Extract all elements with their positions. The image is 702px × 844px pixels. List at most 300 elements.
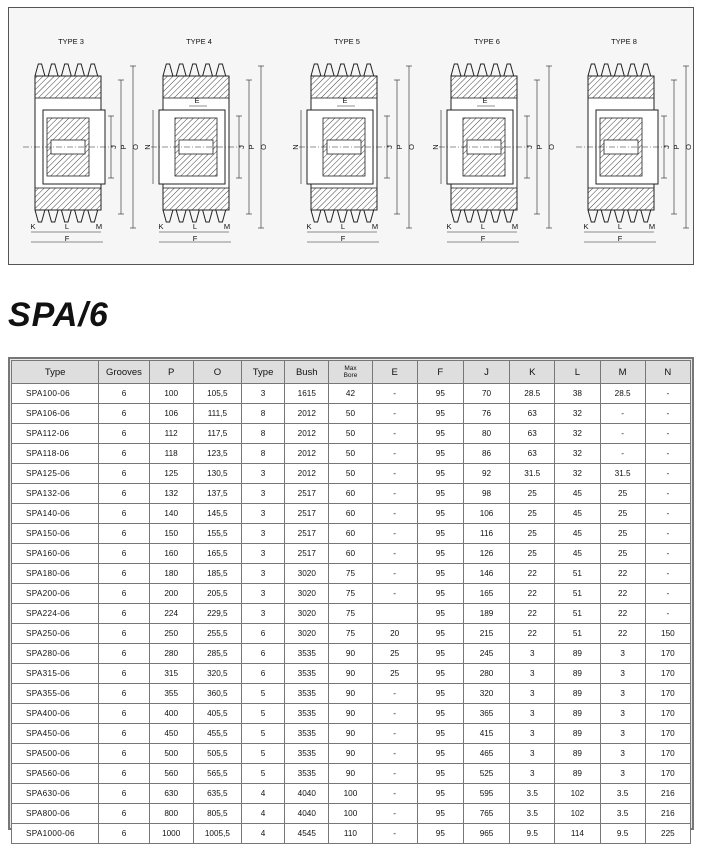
table-cell: SPA180-06 [12, 564, 99, 584]
dimension-label: L [192, 222, 198, 231]
table-cell: 170 [645, 724, 690, 744]
table-cell: 95 [417, 704, 463, 724]
table-cell: 2012 [285, 444, 329, 464]
table-cell: 95 [417, 664, 463, 684]
table-cell: 118 [149, 444, 193, 464]
table-cell: - [645, 544, 690, 564]
dimension-label: L [64, 222, 70, 231]
table-cell: 965 [463, 824, 509, 844]
table-cell: 3020 [285, 624, 329, 644]
table-cell: 565,5 [193, 764, 241, 784]
table-cell: 130,5 [193, 464, 241, 484]
table-cell: 95 [417, 604, 463, 624]
table-cell: - [372, 484, 417, 504]
table-cell: 3 [510, 664, 555, 684]
table-cell: 3.5 [600, 804, 645, 824]
table-cell: 90 [329, 764, 372, 784]
table-cell: 95 [417, 564, 463, 584]
table-cell: 60 [329, 504, 372, 524]
dimension-label: L [480, 222, 486, 231]
table-cell: 76 [463, 404, 509, 424]
table-row [12, 444, 691, 464]
table-cell: 63 [510, 424, 555, 444]
table-cell: 5 [241, 744, 284, 764]
table-cell: 320 [463, 684, 509, 704]
table-cell: 3 [510, 684, 555, 704]
table-cell: 22 [510, 624, 555, 644]
table-cell: - [645, 464, 690, 484]
table-cell: 200 [149, 584, 193, 604]
table-cell: 9.5 [600, 824, 645, 844]
dimension-label: F [617, 234, 623, 243]
dimension-label: M [95, 222, 103, 231]
table-cell: 6 [99, 744, 149, 764]
table-cell: 3 [241, 384, 284, 404]
table-cell: SPA1000-06 [12, 824, 99, 844]
table-row [12, 524, 691, 544]
dimension-label: F [192, 234, 198, 243]
dimension-label: N [291, 144, 300, 150]
table-cell: 3 [241, 564, 284, 584]
dimension-label: O [259, 144, 268, 150]
table-row [12, 564, 691, 584]
table-cell: 6 [99, 644, 149, 664]
table-cell: 1000 [149, 824, 193, 844]
table-cell: 95 [417, 404, 463, 424]
table-cell: 3 [241, 504, 284, 524]
table-cell: 180 [149, 564, 193, 584]
table-cell: 245 [463, 644, 509, 664]
table-cell: 3 [241, 464, 284, 484]
table-cell: 6 [99, 624, 149, 644]
table-cell: SPA500-06 [12, 744, 99, 764]
table-cell: 3.5 [600, 784, 645, 804]
table-cell: 150 [645, 624, 690, 644]
dimension-label: P [247, 144, 256, 150]
dimension-label: J [109, 145, 118, 149]
type-label: TYPE 5 [334, 37, 360, 46]
table-cell: 45 [555, 484, 600, 504]
table-cell: 25 [372, 644, 417, 664]
table-cell: 80 [463, 424, 509, 444]
table-cell: - [372, 444, 417, 464]
table-cell: 31.5 [600, 464, 645, 484]
table-row [12, 824, 691, 844]
table-cell: 140 [149, 504, 193, 524]
table-cell: SPA250-06 [12, 624, 99, 644]
table-row [12, 384, 691, 404]
dimension-label: K [158, 222, 164, 231]
table-cell: 415 [463, 724, 509, 744]
table-cell: 5 [241, 684, 284, 704]
table-cell: 8 [241, 444, 284, 464]
type-label: TYPE 4 [186, 37, 212, 46]
dimension-label: J [385, 145, 394, 149]
table-cell: 106 [149, 404, 193, 424]
table-cell: - [372, 824, 417, 844]
table-cell: SPA140-06 [12, 504, 99, 524]
dimension-label: J [662, 145, 671, 149]
table-cell [372, 604, 417, 624]
table-cell: 6 [99, 424, 149, 444]
table-cell: 137,5 [193, 484, 241, 504]
table-row [12, 644, 691, 664]
table-cell: 22 [600, 564, 645, 584]
table-cell: 525 [463, 764, 509, 784]
table-cell: 95 [417, 784, 463, 804]
table-cell: 114 [555, 824, 600, 844]
table-cell: 95 [417, 424, 463, 444]
table-cell: 90 [329, 664, 372, 684]
table-cell: 6 [99, 824, 149, 844]
table-row [12, 704, 691, 724]
table-cell: 155,5 [193, 524, 241, 544]
table-cell: SPA224-06 [12, 604, 99, 624]
table-cell: 95 [417, 484, 463, 504]
table-cell: - [372, 684, 417, 704]
table-row [12, 484, 691, 504]
dimension-label: E [342, 96, 348, 105]
table-cell: 89 [555, 764, 600, 784]
table-cell: 216 [645, 784, 690, 804]
table-cell: 6 [241, 664, 284, 684]
table-cell: 505,5 [193, 744, 241, 764]
table-cell: 355 [149, 684, 193, 704]
table-cell: 32 [555, 404, 600, 424]
table-cell: 90 [329, 684, 372, 704]
table-cell: - [372, 584, 417, 604]
table-cell: 8 [241, 424, 284, 444]
table-cell: 165 [463, 584, 509, 604]
column-header: Grooves [99, 361, 149, 384]
table-cell: 765 [463, 804, 509, 824]
table-cell: SPA800-06 [12, 804, 99, 824]
dimension-label: O [407, 144, 416, 150]
pulley-drawing [291, 37, 416, 243]
dimension-label: P [395, 144, 404, 150]
table-cell: - [372, 504, 417, 524]
table-cell: - [645, 484, 690, 504]
table-cell: 110 [329, 824, 372, 844]
table-cell: 6 [99, 444, 149, 464]
table-row [12, 804, 691, 824]
table-cell: 6 [99, 604, 149, 624]
table-cell: 42 [329, 384, 372, 404]
table-cell: 25 [600, 484, 645, 504]
table-row [12, 424, 691, 444]
table-cell: 25 [510, 544, 555, 564]
table-cell: 400 [149, 704, 193, 724]
table-cell: 70 [463, 384, 509, 404]
table-cell: 100 [149, 384, 193, 404]
dimension-label: E [482, 96, 488, 105]
table-cell: 3535 [285, 684, 329, 704]
table-cell: 360,5 [193, 684, 241, 704]
table-cell: 63 [510, 404, 555, 424]
dimension-label: P [672, 144, 681, 150]
table-cell: 800 [149, 804, 193, 824]
table-cell: 2517 [285, 544, 329, 564]
table-cell: 45 [555, 504, 600, 524]
table-cell: 63 [510, 444, 555, 464]
table-cell: 75 [329, 584, 372, 604]
table-cell: 4040 [285, 804, 329, 824]
table-cell: 123,5 [193, 444, 241, 464]
table-cell: 51 [555, 624, 600, 644]
column-header: O [193, 361, 241, 384]
table-cell: - [372, 724, 417, 744]
table-cell: 170 [645, 764, 690, 784]
table-cell: 4 [241, 784, 284, 804]
dimension-label: M [648, 222, 656, 231]
table-cell: 95 [417, 684, 463, 704]
table-cell: 116 [463, 524, 509, 544]
table-cell: 95 [417, 744, 463, 764]
table-cell: 3535 [285, 664, 329, 684]
table-body [12, 384, 691, 844]
table-cell: 22 [510, 604, 555, 624]
table-cell: 6 [99, 764, 149, 784]
table-cell: 215 [463, 624, 509, 644]
table-cell: 3020 [285, 584, 329, 604]
table-cell: 25 [600, 504, 645, 524]
table-cell: - [372, 804, 417, 824]
column-header: E [372, 361, 417, 384]
table-cell: 25 [510, 524, 555, 544]
table-cell: 146 [463, 564, 509, 584]
dimension-label: K [446, 222, 452, 231]
table-cell: 75 [329, 564, 372, 584]
table-cell: 125 [149, 464, 193, 484]
table-cell: SPA200-06 [12, 584, 99, 604]
table-cell: 89 [555, 664, 600, 684]
table-cell: 3 [600, 724, 645, 744]
pulley-drawing [576, 37, 693, 243]
table-cell: 95 [417, 764, 463, 784]
table-cell: 92 [463, 464, 509, 484]
table-row [12, 624, 691, 644]
table-cell: 25 [510, 504, 555, 524]
table-cell: 95 [417, 504, 463, 524]
table-row [12, 544, 691, 564]
table-cell: 2517 [285, 504, 329, 524]
dimension-label: M [371, 222, 379, 231]
table-cell: 32 [555, 444, 600, 464]
table-cell: 25 [600, 524, 645, 544]
table-cell: - [645, 524, 690, 544]
dimension-label: L [340, 222, 346, 231]
table-cell: 3 [241, 604, 284, 624]
table-row [12, 684, 691, 704]
table-cell: - [645, 444, 690, 464]
table-cell: 3020 [285, 564, 329, 584]
table-cell: 8 [241, 404, 284, 424]
column-header: L [555, 361, 600, 384]
dimension-label: O [547, 144, 556, 150]
dimension-label: M [223, 222, 231, 231]
table-cell: 45 [555, 544, 600, 564]
table-cell: 165,5 [193, 544, 241, 564]
table-cell: 31.5 [510, 464, 555, 484]
table-cell: 320,5 [193, 664, 241, 684]
type-label: TYPE 8 [611, 37, 637, 46]
dimension-label: O [131, 144, 140, 150]
table-cell: 465 [463, 744, 509, 764]
table-cell: - [372, 524, 417, 544]
dimension-label: K [583, 222, 589, 231]
type-label: TYPE 6 [474, 37, 500, 46]
table-row [12, 664, 691, 684]
pulley-type-diagrams [8, 7, 694, 265]
table-cell: - [372, 464, 417, 484]
table-cell: 112 [149, 424, 193, 444]
table-cell: 3 [600, 664, 645, 684]
table-cell: 132 [149, 484, 193, 504]
dimension-label: M [511, 222, 519, 231]
table-row [12, 584, 691, 604]
table-cell: 51 [555, 564, 600, 584]
table-cell: 4545 [285, 824, 329, 844]
table-cell: 4 [241, 824, 284, 844]
table-cell: 22 [600, 604, 645, 624]
table-cell: - [645, 584, 690, 604]
table-cell: 3535 [285, 704, 329, 724]
table-cell: 95 [417, 524, 463, 544]
table-cell: 6 [99, 544, 149, 564]
column-header: N [645, 361, 690, 384]
table-cell: 630 [149, 784, 193, 804]
table-cell: 25 [372, 664, 417, 684]
dimension-label: K [306, 222, 312, 231]
table-cell: 105,5 [193, 384, 241, 404]
table-cell: 95 [417, 584, 463, 604]
table-cell: 60 [329, 524, 372, 544]
table-cell: 100 [329, 784, 372, 804]
table-cell: 3 [600, 744, 645, 764]
table-cell: 86 [463, 444, 509, 464]
table-cell: 3535 [285, 724, 329, 744]
column-header: K [510, 361, 555, 384]
table-cell: 229,5 [193, 604, 241, 624]
table-cell: 102 [555, 784, 600, 804]
table-cell: 89 [555, 684, 600, 704]
table-cell: 95 [417, 824, 463, 844]
table-cell: 50 [329, 444, 372, 464]
table-cell: 126 [463, 544, 509, 564]
table-cell: - [645, 564, 690, 584]
table-cell: 189 [463, 604, 509, 624]
table-cell: 3 [600, 644, 645, 664]
column-header: Bush [285, 361, 329, 384]
table-cell: 95 [417, 724, 463, 744]
column-header: J [463, 361, 509, 384]
table-cell: 90 [329, 724, 372, 744]
table-cell: SPA315-06 [12, 664, 99, 684]
table-cell: 315 [149, 664, 193, 684]
table-cell: 3.5 [510, 804, 555, 824]
table-cell: SPA160-06 [12, 544, 99, 564]
table-cell: 216 [645, 804, 690, 824]
table-cell: 6 [99, 504, 149, 524]
table-cell: 51 [555, 604, 600, 624]
table-cell: 95 [417, 624, 463, 644]
table-cell: 95 [417, 804, 463, 824]
table-cell: 22 [510, 584, 555, 604]
table-cell: 205,5 [193, 584, 241, 604]
dimension-label: N [143, 144, 152, 150]
table-cell: 3 [241, 544, 284, 564]
table-cell: 22 [510, 564, 555, 584]
table-cell: - [372, 744, 417, 764]
table-cell: 6 [99, 584, 149, 604]
table-cell: 635,5 [193, 784, 241, 804]
table-cell: 455,5 [193, 724, 241, 744]
table-cell: 1005,5 [193, 824, 241, 844]
table-cell: SPA118-06 [12, 444, 99, 464]
table-header-row [12, 361, 691, 384]
spec-table-frame [8, 357, 694, 838]
table-cell: 25 [510, 484, 555, 504]
dimension-label: J [525, 145, 534, 149]
table-cell: 95 [417, 464, 463, 484]
table-cell: 4 [241, 804, 284, 824]
table-cell: 6 [99, 404, 149, 424]
table-cell: 90 [329, 644, 372, 664]
table-cell: 95 [417, 444, 463, 464]
table-cell: SPA560-06 [12, 764, 99, 784]
table-cell: 90 [329, 704, 372, 724]
table-cell: 285,5 [193, 644, 241, 664]
table-cell: 6 [99, 484, 149, 504]
table-cell: 3 [510, 764, 555, 784]
table-cell: - [600, 404, 645, 424]
table-cell: - [645, 604, 690, 624]
table-cell: 365 [463, 704, 509, 724]
dimension-label: P [535, 144, 544, 150]
table-cell: 95 [417, 644, 463, 664]
table-row [12, 464, 691, 484]
table-cell: SPA450-06 [12, 724, 99, 744]
table-row [12, 504, 691, 524]
dimension-label: N [431, 144, 440, 150]
table-cell: 2517 [285, 524, 329, 544]
table-cell: 60 [329, 544, 372, 564]
table-cell: 89 [555, 704, 600, 724]
table-cell: 3 [241, 584, 284, 604]
table-cell: 6 [99, 684, 149, 704]
table-cell: 100 [329, 804, 372, 824]
dimension-label: P [119, 144, 128, 150]
table-cell: 2012 [285, 424, 329, 444]
table-cell: 185,5 [193, 564, 241, 584]
table-cell: 3 [600, 764, 645, 784]
table-cell: 6 [99, 464, 149, 484]
table-cell: 224 [149, 604, 193, 624]
table-cell: 280 [463, 664, 509, 684]
dimension-label: F [480, 234, 486, 243]
table-cell: 89 [555, 724, 600, 744]
table-cell: 117,5 [193, 424, 241, 444]
table-cell: 145,5 [193, 504, 241, 524]
table-cell: - [645, 424, 690, 444]
table-cell: 6 [99, 524, 149, 544]
table-cell: 405,5 [193, 704, 241, 724]
table-cell: 595 [463, 784, 509, 804]
table-cell: 6 [99, 724, 149, 744]
table-cell: 111,5 [193, 404, 241, 424]
table-cell: 22 [600, 624, 645, 644]
table-cell: - [372, 784, 417, 804]
